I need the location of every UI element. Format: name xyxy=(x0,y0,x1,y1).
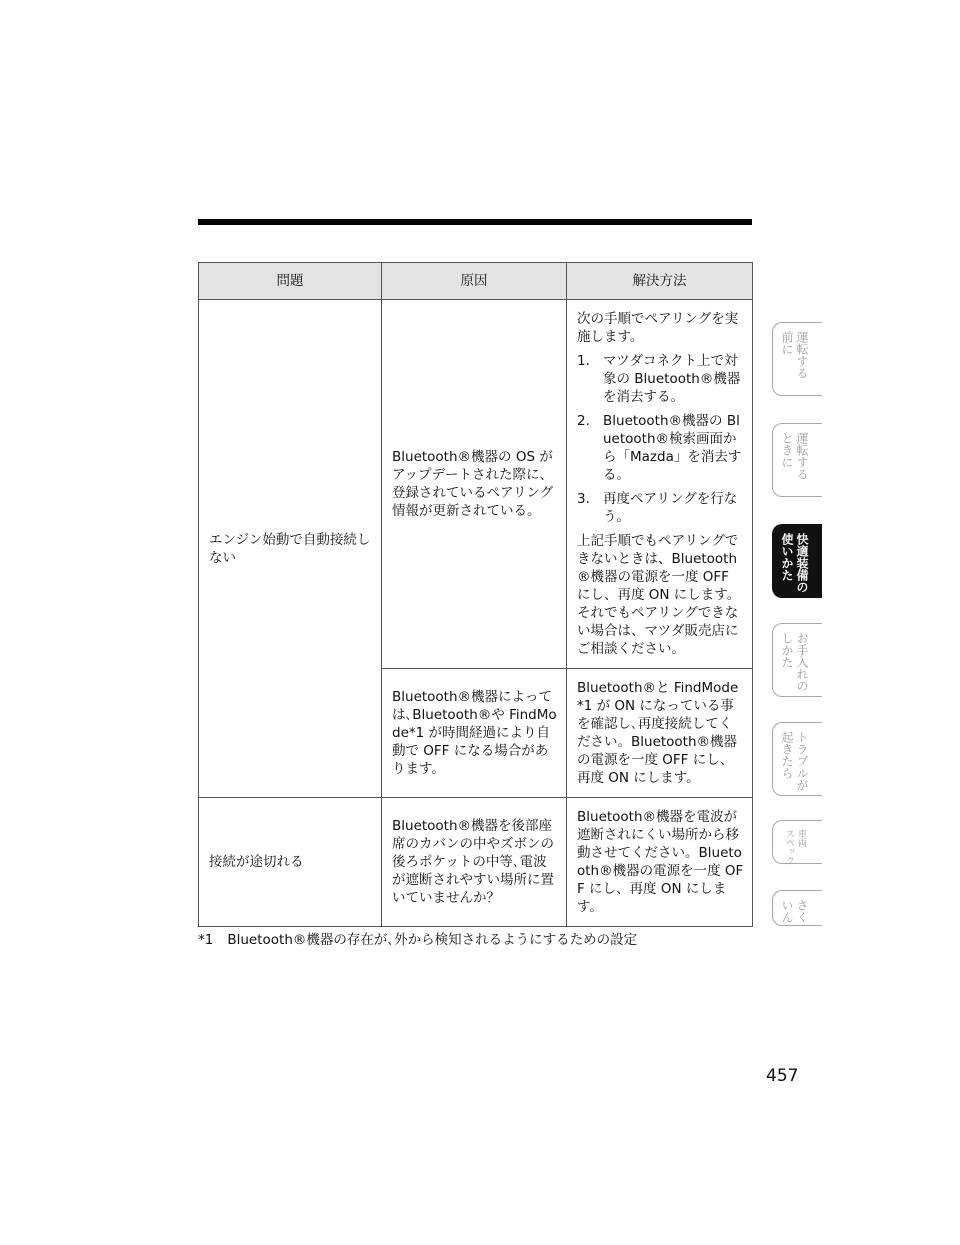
header-problem: 問題 xyxy=(199,263,382,300)
solution-steps xyxy=(577,352,744,526)
problem-cell-1 xyxy=(199,300,382,798)
solution-outro: 上記手順でもペアリングできないときは、Bluetooth®機器の電源を一度 OFF にし、再度 ON にします。それでもペアリングできない場合は、マツダ販売店にご相談ください。 xyxy=(577,533,741,657)
cause-cell-1 xyxy=(382,300,567,669)
list-item xyxy=(577,490,744,526)
step-number: 3. xyxy=(577,491,590,507)
tab-before-driving[interactable] xyxy=(772,322,822,396)
tab-label: お手入れの しかた xyxy=(780,632,809,692)
cause-cell-2 xyxy=(382,669,567,798)
cause-text: Bluetooth®機器の OS がアップデートされた際に、登録されているペアリング情報が更新されている。 xyxy=(392,449,554,519)
tab-label: 車両 スペック xyxy=(784,829,806,865)
footnote xyxy=(198,928,637,948)
step-text: マツダコネクト上で対象の Bluetooth®機器を消去する。 xyxy=(603,353,741,405)
solution-cell-2 xyxy=(567,669,753,798)
tab-while-driving[interactable] xyxy=(772,423,822,497)
cause-cell-3 xyxy=(382,798,567,927)
list-item xyxy=(577,412,744,484)
problem-text: エンジン始動で自動接続しない xyxy=(209,531,371,566)
table-header-row xyxy=(199,263,753,300)
step-text: 再度ペアリングを行なう。 xyxy=(603,491,738,525)
tab-label: 運転する 前に xyxy=(780,331,809,379)
header-solution: 解決方法 xyxy=(567,263,753,300)
troubleshooting-table xyxy=(198,262,753,927)
tab-index[interactable] xyxy=(772,890,822,926)
problem-text: 接続が途切れる xyxy=(209,854,304,870)
tab-troubleshooting[interactable] xyxy=(772,722,822,796)
footnote-text: Bluetooth®機器の存在が､外から検知されるようにするための設定 xyxy=(227,932,638,948)
table-row xyxy=(199,798,753,927)
tab-label: 運転する ときに xyxy=(780,432,809,480)
tab-label: トラブルが 起きたら xyxy=(780,731,809,791)
header-cause: 原因 xyxy=(382,263,567,300)
solution-intro: 次の手順でペアリングを実施します。 xyxy=(577,311,739,345)
cause-text: Bluetooth®機器を後部座席のカバンの中やズボンの後ろポケットの中等､電波が遮断されやすい場所に置いていませんか？ xyxy=(392,818,554,906)
page-number: 457 xyxy=(766,1066,799,1086)
tab-maintenance[interactable] xyxy=(772,623,822,697)
step-number: 2. xyxy=(577,413,590,429)
solution-text: Bluetooth®と FindMode*1 が ON になっている事を確認し､再度接続してください。Bluetooth®機器の電源を一度 OFF にし、再度 ON にします。 xyxy=(577,680,739,786)
table-row xyxy=(199,300,753,669)
tab-specifications[interactable] xyxy=(772,820,822,864)
tab-comfort-equipment[interactable] xyxy=(772,524,822,598)
solution-cell-3 xyxy=(567,798,753,927)
problem-cell-2 xyxy=(199,798,382,927)
footnote-mark: *1 xyxy=(198,932,214,948)
cause-text: Bluetooth®機器によっては､Bluetooth®や FindMode*1 が時間経過により自動で OFF になる場合があります。 xyxy=(392,689,557,777)
list-item xyxy=(577,352,744,406)
step-number: 1. xyxy=(577,353,590,369)
tab-label: 快適装備の 使いかた xyxy=(780,533,809,593)
step-text: Bluetooth®機器の Bluetooth®検索画面から「Mazda」を消去する。 xyxy=(603,413,742,483)
solution-cell-1 xyxy=(567,300,753,669)
top-rule xyxy=(198,219,752,225)
solution-text: Bluetooth®機器を電波が遮断されにくい場所から移動させてください。Bluetooth®機器の電源を一度 OFF にし、再度 ON にします。 xyxy=(577,809,744,915)
tab-label: さく いん xyxy=(780,899,809,923)
